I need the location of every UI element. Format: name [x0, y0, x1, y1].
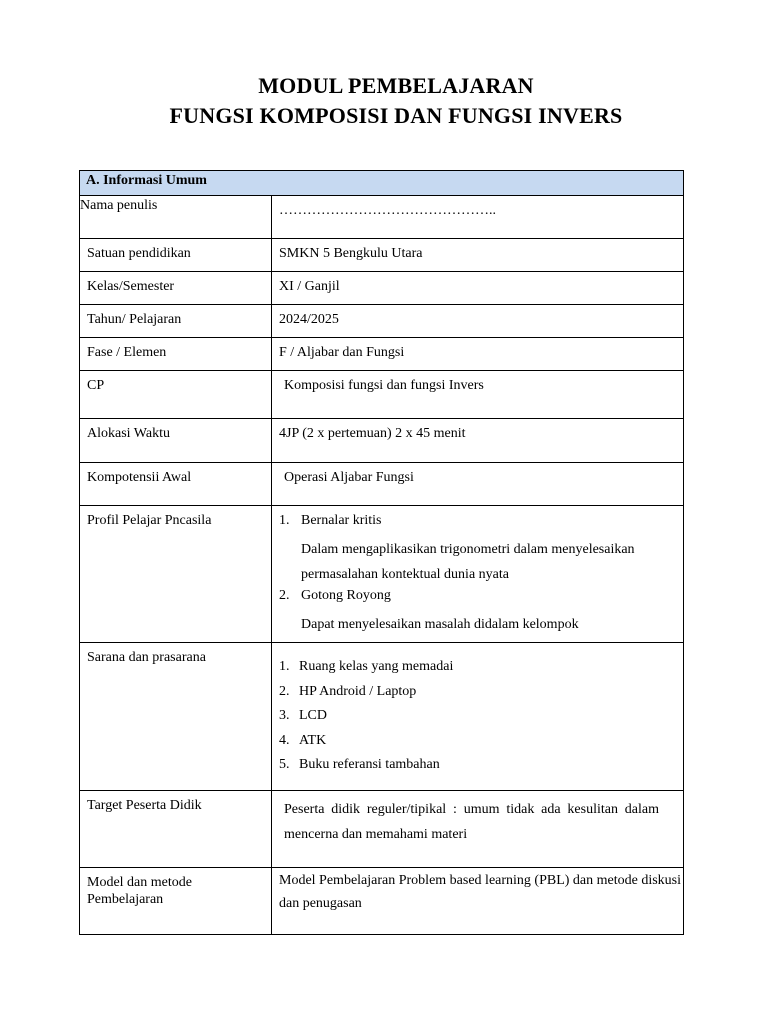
row-value-target: [272, 791, 684, 868]
list-item: [279, 707, 683, 732]
profil-list: [279, 512, 683, 637]
list-number: 1.: [279, 659, 290, 674]
list-item: [279, 732, 683, 757]
profil-item-title: [279, 587, 683, 612]
list-item-text: Ruang kelas yang memadai: [299, 659, 454, 674]
section-header-row: [80, 171, 684, 196]
row-label-satuan-pendidikan: Satuan pendidikan: [80, 239, 272, 272]
row-label-alokasi-waktu: Alokasi Waktu: [80, 419, 272, 463]
row-label-nama-penulis: Nama penulis: [80, 196, 272, 239]
profil-item-desc: Dapat menyelesaikan masalah didalam kelompok: [301, 617, 579, 632]
row-label-profil-pelajar: Profil Pelajar Pncasila: [80, 506, 272, 643]
row-label-target: Target Peserta Didik: [80, 791, 272, 868]
list-number: 1.: [279, 513, 290, 528]
row-label-cp: CP: [80, 371, 272, 419]
profil-title-text: Bernalar kritis: [301, 513, 382, 528]
profil-item-title: [279, 512, 683, 537]
list-item: [279, 587, 683, 637]
table-row: [80, 371, 684, 419]
table-row: [80, 239, 684, 272]
row-label-kelas-semester: Kelas/Semester: [80, 272, 272, 305]
list-item-text: Buku referansi tambahan: [299, 757, 440, 772]
row-label-fase-elemen: Fase / Elemen: [80, 338, 272, 371]
row-value-profil-pelajar: [272, 506, 684, 643]
list-item: [279, 512, 683, 587]
document-title-line-1: MODUL PEMBELAJARAN: [258, 73, 534, 98]
table-row: [80, 305, 684, 338]
list-number: 4.: [279, 732, 290, 748]
sarana-list: [279, 658, 683, 781]
model-label-line-1: Model dan metode: [87, 875, 192, 890]
list-number: 2.: [279, 683, 290, 699]
model-text: Model Pembelajaran Problem based learning (PBL) dan metode diskusi dan penugasan: [279, 873, 682, 911]
row-value-kompotensi-awal: Operasi Aljabar Fungsi: [272, 463, 684, 506]
table-row: [80, 338, 684, 371]
profil-item-desc: Dalam mengaplikasikan trigonometri dalam menyelesaikan permasalahan kontektual dunia nyata: [301, 542, 635, 582]
target-text: Peserta didik reguler/tipikal : umum tidak ada kesulitan dalam mencerna dan memahami materi: [284, 802, 660, 842]
row-label-tahun-pelajaran: Tahun/ Pelajaran: [80, 305, 272, 338]
row-value-satuan-pendidikan: SMKN 5 Bengkulu Utara: [272, 239, 684, 272]
list-number: 5.: [279, 757, 290, 772]
informasi-umum-table: [79, 170, 684, 935]
table-row: [80, 272, 684, 305]
row-value-model: [272, 868, 684, 935]
document-title-line-2: FUNGSI KOMPOSISI DAN FUNGSI INVERS: [169, 103, 623, 128]
row-value-sarana: [272, 643, 684, 791]
list-item: [279, 756, 683, 781]
list-item: [279, 658, 683, 683]
list-item: [279, 683, 683, 708]
profil-title-text: Gotong Royong: [301, 588, 391, 603]
row-value-cp: Komposisi fungsi dan fungsi Invers: [272, 371, 684, 419]
list-item-text: HP Android / Laptop: [299, 683, 417, 699]
table-row: [80, 463, 684, 506]
list-number: 2.: [279, 588, 290, 603]
list-item-text: LCD: [299, 708, 327, 723]
row-value-alokasi-waktu: 4JP (2 x pertemuan) 2 x 45 menit: [272, 419, 684, 463]
row-value-kelas-semester: XI / Ganjil: [272, 272, 684, 305]
table-row: [80, 868, 684, 935]
table-row: [80, 791, 684, 868]
section-header: A. Informasi Umum: [80, 171, 684, 196]
table-row: [80, 506, 684, 643]
table-row: [80, 419, 684, 463]
row-label-model: [80, 868, 272, 935]
list-number: 3.: [279, 708, 290, 723]
row-value-tahun-pelajaran: 2024/2025: [272, 305, 684, 338]
model-label-line-2: Pembelajaran: [87, 892, 164, 907]
row-value-fase-elemen: F / Aljabar dan Fungsi: [272, 338, 684, 371]
list-item-text: ATK: [299, 732, 327, 748]
row-label-sarana: Sarana dan prasarana: [80, 643, 272, 791]
row-value-nama-penulis: ………………………………………..: [272, 196, 684, 239]
table-row: [80, 196, 684, 239]
table-row: [80, 643, 684, 791]
row-label-kompotensi-awal: Kompotensii Awal: [80, 463, 272, 506]
